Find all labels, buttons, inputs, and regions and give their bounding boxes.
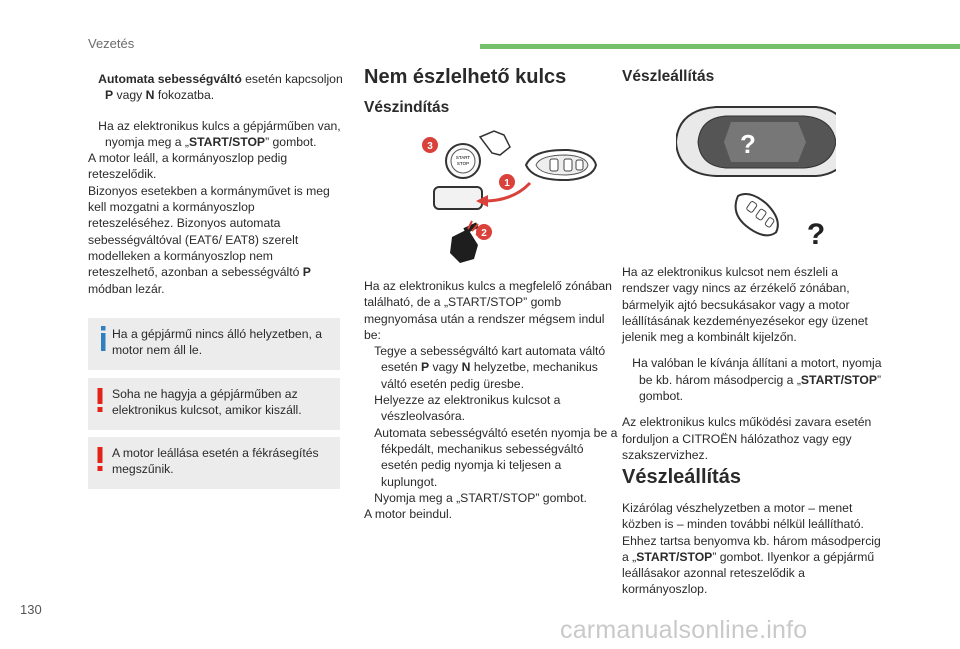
- emergency-start-intro: Ha az elektronikus kulcs a megfelelő zónában található, de a „START/STOP” gomb megnyomása után a rendszer mégsem indul be:: [364, 279, 612, 342]
- warning-box-key: [88, 378, 340, 430]
- warning-box-brake: [88, 437, 340, 489]
- key-fob-illustration: [526, 150, 596, 180]
- emergency-stop-text: Kizárólag vészhelyzetben a motor – menet közben is – minden további nélkül leállítható. Ehhez tartsa benyomva kb. három másodpercig a „START/STOP” gombot. Ilyenkor a gépjármű leállásakor azonnal reteszelődik a kormányoszlop.: [622, 501, 881, 597]
- emergency-stop-body: [622, 500, 882, 598]
- column-2-text: [364, 278, 619, 522]
- warning-box-brake-text: A motor leállása esetén a fékrásegítés megszűnik.: [112, 446, 319, 477]
- start-stop-button-illustration: [446, 144, 480, 178]
- info-box-text: Ha a gépjármű nincs álló helyzetben, a motor nem áll le.: [112, 327, 323, 358]
- info-box: [88, 318, 340, 370]
- step-hold-start-stop: Ha valóban le kívánja állítani a motort, nyomja be kb. három másodpercig a „START/STOP” gombot.: [632, 356, 882, 404]
- section-title-emergency-stop: Vészleállítás: [622, 466, 741, 488]
- svg-text:STOP: STOP: [456, 161, 470, 166]
- warning-box-key-text: Soha ne hagyja a gépjárműben az elektronikus kulcsot, amikor kiszáll.: [112, 387, 302, 418]
- column-1: [88, 71, 343, 297]
- emergency-stop-illustration: [676, 104, 836, 254]
- page-number: 130: [20, 602, 42, 617]
- svg-text:1: 1: [504, 178, 510, 189]
- svg-text:?: ?: [740, 129, 756, 159]
- step-gear-selection: Tegye a sebességváltó kart automata váltó esetén P vagy N helyzetbe, mechanikus váltó esetén pedig üresbe.: [374, 344, 606, 391]
- header-accent-bar: [480, 44, 960, 49]
- svg-text:2: 2: [481, 228, 487, 239]
- column-3-text: [622, 264, 882, 463]
- warning-icon: [97, 388, 103, 412]
- step-badge-3: [422, 137, 438, 153]
- step-press-pedal: Automata sebességváltó esetén nyomja be a fékpedált, mechanikus sebességváltó esetén pedig nyomja ki teljesen a kuplungot.: [374, 425, 618, 489]
- svg-text:START: START: [455, 155, 471, 160]
- info-icon: [95, 326, 111, 352]
- subtitle-emergency-start: Vészindítás: [364, 99, 450, 116]
- engine-starts-text: A motor beindul.: [364, 507, 453, 522]
- emergency-stop-intro: Ha az elektronikus kulcsot nem észleli a rendszer vagy nincs az érzékelő zónában, bármelyik ajtó becsukásakor vagy a motor leállításának kezdeményezésekor egy üzenet jelenik meg a kombinált kijelzőn.: [622, 265, 868, 345]
- warning-icon: [97, 447, 103, 471]
- key-malfunction-note: Az elektronikus kulcs működési zavara esetén forduljon a CITROËN hálózathoz vagy egy szakszervizhez.: [622, 415, 872, 462]
- step-press-start: Nyomja meg a „START/STOP” gombot.: [374, 490, 587, 505]
- watermark: carmanualsonline.info: [560, 616, 808, 644]
- steering-lock-note: Bizonyos esetekben a kormányművet is meg kell mozgatni a kormányoszlop reteszeléséhez. Bizonyos automata sebességváltóval (EAT6/ EAT8) szerelt modelleken a kormányoszlop nem reteszelhető, azonban a sebességváltó P módban lezár.: [88, 183, 330, 296]
- section-header: Vezetés: [88, 36, 135, 51]
- emergency-start-illustration: [418, 125, 618, 270]
- step-badge-1: [499, 174, 515, 190]
- key-fob-illustration: [727, 188, 787, 243]
- step-place-key: Helyezze az elektronikus kulcsot a vészleolvasóra.: [374, 393, 561, 424]
- car-top-view-illustration: [676, 107, 836, 176]
- svg-text:3: 3: [427, 141, 433, 152]
- key-in-car-instruction: Ha az elektronikus kulcs a gépjárműben van, nyomja meg a „START/STOP” gombot.: [98, 118, 341, 149]
- section-title-undetected-key: Nem észlelhető kulcs: [364, 66, 567, 88]
- subtitle-emergency-stop: Vészleállítás: [622, 68, 715, 85]
- gearbox-instruction: Automata sebességváltó esetén kapcsoljon P vagy N fokozatba.: [98, 72, 343, 103]
- question-mark-icon: ?: [806, 218, 826, 251]
- engine-stops-text: A motor leáll, a kormányoszlop pedig reteszelődik.: [88, 151, 288, 182]
- step-badge-2: [476, 224, 492, 240]
